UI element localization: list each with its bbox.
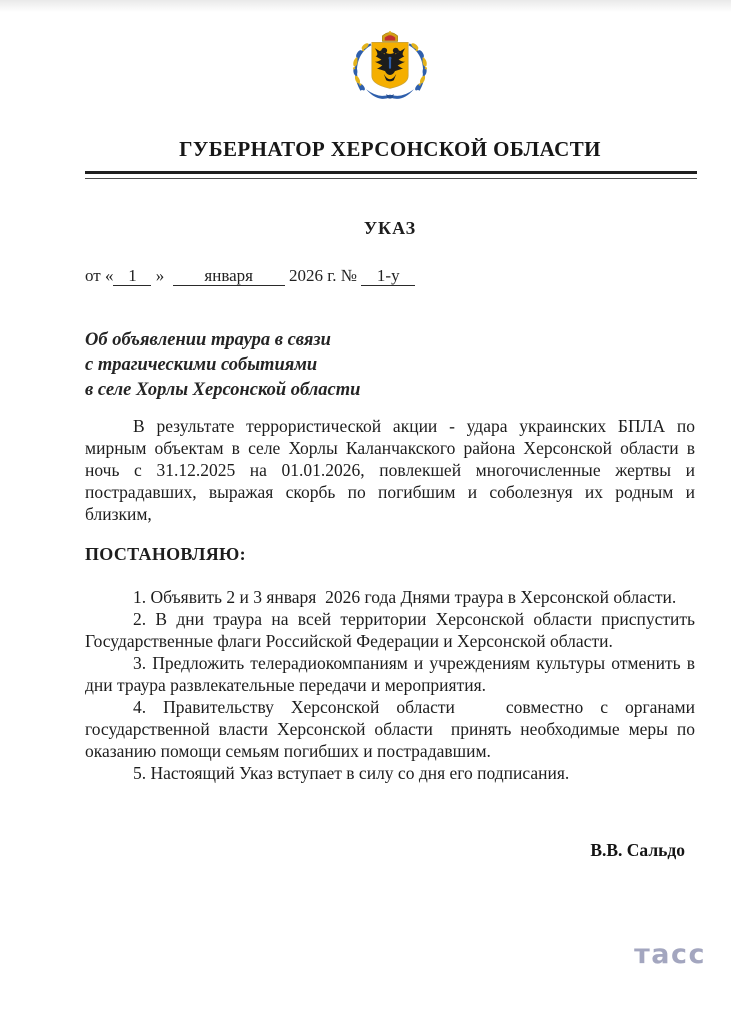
date-line: от « 1 » января 2026 г. № 1-у [85,266,695,286]
decree-item-4: 4. Правительству Херсонской области совместно с органами государственной власти Херсонской области принять необходимые меры по оказанию помощи семьям погибших и пострадавшим. [85,697,695,761]
authority-title: ГУБЕРНАТОР ХЕРСОНСКОЙ ОБЛАСТИ [179,137,601,161]
date-day-blank: 1 [113,267,151,286]
resolution-heading: ПОСТАНОВЛЯЮ: [85,544,246,564]
divider-thick-line [85,171,697,174]
emblem-container [85,30,695,123]
wreath-left [353,42,371,91]
header-divider [85,171,697,179]
wreath-right [409,42,427,91]
decree-number-blank: 1-у [361,267,415,286]
decree-item-5: 5. Настоящий Указ вступает в силу со дня его подписания. [133,763,570,783]
date-month-blank: января [173,267,285,286]
decree-item-1: 1. Объявить 2 и 3 января 2026 года Днями траура в Херсонской области. [133,587,677,607]
subject-line: с трагическими событиями [85,355,318,375]
subject-line: Об объявлении траура в связи [85,330,331,350]
subject-line: в селе Хорлы Херсонской области [85,380,361,400]
decree-subject [85,328,695,403]
signature-name: В.В. Сальдо [590,840,685,860]
kherson-coat-of-arms-icon [342,30,438,118]
date-prefix: от « [85,266,114,285]
preamble-paragraph: В результате террористической акции - удара украинских БПЛА по мирным объектам в селе Хорлы Каланчакского района Херсонской области в ночь с 31.12.2025 на 01.01.2026, повлекшей многочисленные жертвы и пострадавших, выражая скорбь по погибшим и соболезнуя их родным и близким, [85,416,695,524]
decree-item-2: 2. В дни траура на всей территории Херсонской области приспустить Государственные флаги Российской Федерации и Херсонской области. [85,609,695,651]
decree-items [85,586,695,784]
divider-thin-line [85,178,697,179]
tass-watermark-logo: тасс [634,939,706,970]
document-type-heading: УКАЗ [363,218,417,238]
decree-item-3: 3. Предложить телерадиокомпаниям и учреждениям культуры отменить в дни траура развлекательные передачи и мероприятия. [85,653,695,695]
date-year-number-label: 2026 г. № [288,266,357,285]
